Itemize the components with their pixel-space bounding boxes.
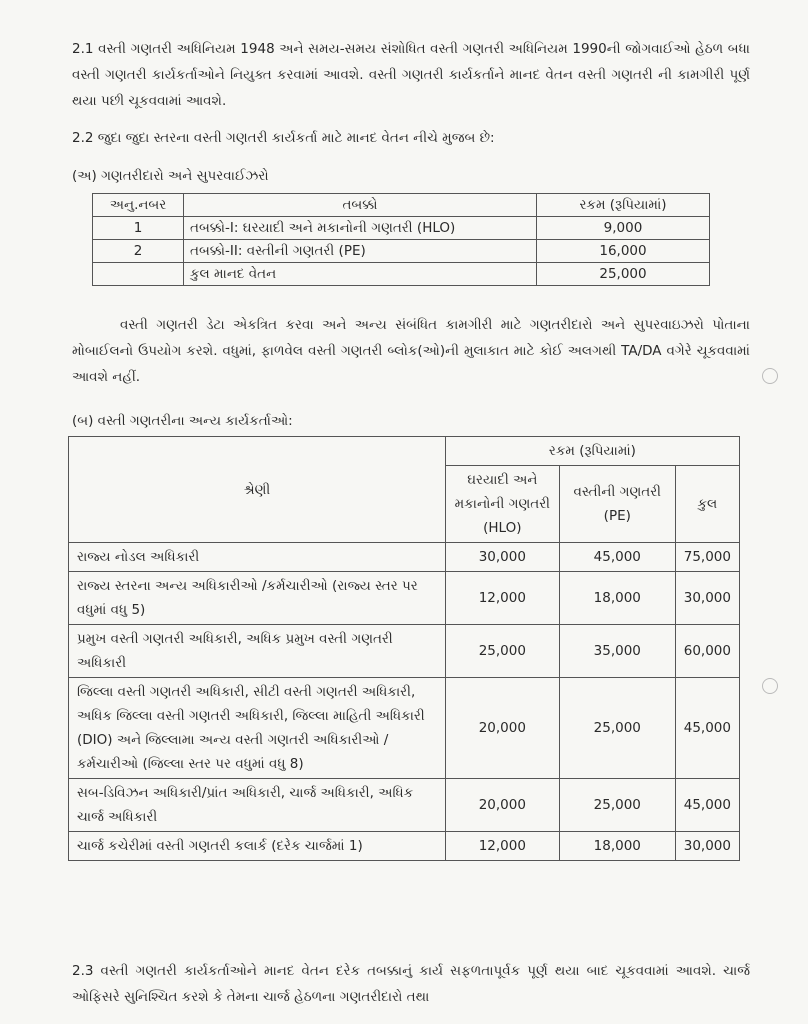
table-b-header-amount: રકમ (રૂપિયામાં) — [445, 437, 739, 466]
table-b-pe: 18,000 — [559, 572, 675, 625]
table-b-category: સબ-ડિવિઝન અધિકારી/પ્રાંત અધિકારી, ચાર્જ અધિકારી, અધિક ચાર્જ અધિકારી — [69, 779, 446, 832]
table-a-sn: 2 — [93, 240, 184, 263]
table-b-hlo: 25,000 — [445, 625, 559, 678]
table-row — [93, 240, 710, 263]
section-2-3: 2.3 વસ્તી ગણતરી કાર્યકર્તાઓને માનદ વેતન દરેક તબક્કાનું કાર્ય સફળતાપૂર્વક પૂર્ણ થયા બાદ ચૂકવવામાં આવશે. ચાર્જ ઓફિસરે સુનિશ્ચિત કરશે કે તેમના ચાર્જ હેઠળના ગણતરીદારો તથા — [72, 963, 750, 1005]
table-b-total: 60,000 — [675, 625, 739, 678]
table-b-category: પ્રમુખ વસ્તી ગણતરી અધિકારી, અધિક પ્રમુખ વસ્તી ગણતરી અધિકારી — [69, 625, 446, 678]
table-b-category: રાજ્ય નોડલ અધિકારી — [69, 543, 446, 572]
table-a-amount: 16,000 — [537, 240, 710, 263]
table-b-category: રાજ્ય સ્તરના અન્ય અધિકારીઓ /કર્મચારીઓ (રાજ્ય સ્તર પર વધુમાં વધુ 5) — [69, 572, 446, 625]
table-b-header-category: શ્રેણી — [69, 437, 446, 543]
table-b-category: ચાર્જ કચેરીમાં વસ્તી ગણતરી કલાર્ક (દરેક ચાર્જમાં 1) — [69, 832, 446, 861]
table-a-phase: કુલ માનદ વેતન — [184, 263, 537, 286]
section-2-2: 2.2 જુદા જુદા સ્તરના વસ્તી ગણતરી કાર્યકર્તા માટે માનદ વેતન નીચે મુજબ છે: — [72, 130, 495, 146]
sub-b-title: (બ) વસ્તી ગણતરીના અન્ય કાર્યકર્તાઓ: — [72, 413, 293, 429]
table-b-total: 30,000 — [675, 832, 739, 861]
table-row — [93, 217, 710, 240]
table-b-header-hlo: ઘરયાદી અને મકાનોની ગણતરી (HLO) — [445, 466, 559, 543]
table-a-sn: 1 — [93, 217, 184, 240]
table-a-header — [93, 194, 710, 217]
table-row-total — [93, 263, 710, 286]
table-b — [68, 436, 740, 861]
table-a-header-phase: તબક્કો — [184, 194, 537, 217]
table-a-phase: તબક્કો-I: ઘરયાદી અને મકાનોની ગણતરી (HLO) — [184, 217, 537, 240]
table-row — [69, 543, 740, 572]
table-b-pe: 25,000 — [559, 779, 675, 832]
table-b-total: 45,000 — [675, 678, 739, 779]
table-a-phase: તબક્કો-II: વસ્તીની ગણતરી (PE) — [184, 240, 537, 263]
table-b-hlo: 12,000 — [445, 832, 559, 861]
table-a-amount: 25,000 — [537, 263, 710, 286]
table-b-pe: 18,000 — [559, 832, 675, 861]
table-b-pe: 45,000 — [559, 543, 675, 572]
table-b-hlo: 20,000 — [445, 779, 559, 832]
table-row — [69, 779, 740, 832]
table-b-header-pe: વસ્તીની ગણતરી (PE) — [559, 466, 675, 543]
table-row — [69, 832, 740, 861]
paragraph-a: વસ્તી ગણતરી ડેટા એકત્રિત કરવા અને અન્ય સંબંધિત કામગીરી માટે ગણતરીદારો અને સુપરવાઇઝરો પોતાના મોબાઈલનો ઉપયોગ કરશે. વધુમાં, ફાળવેલ વસ્તી ગણતરી બ્લોક(ઓ)ની મુલાકાત માટે કોઈ અલગથી TA/DA વગેરે ચૂકવવામાં આવશે નહીં. — [72, 317, 750, 385]
table-a-header-amount: રકમ (રૂપિયામાં) — [537, 194, 710, 217]
table-row — [69, 625, 740, 678]
table-a — [92, 193, 710, 286]
table-b-header-total: કુલ — [675, 466, 739, 543]
table-b-hlo: 20,000 — [445, 678, 559, 779]
table-b-pe: 35,000 — [559, 625, 675, 678]
table-b-total: 30,000 — [675, 572, 739, 625]
punch-hole-mark — [762, 678, 778, 694]
table-b-hlo: 30,000 — [445, 543, 559, 572]
table-a-amount: 9,000 — [537, 217, 710, 240]
table-b-total: 75,000 — [675, 543, 739, 572]
punch-hole-mark — [762, 368, 778, 384]
table-row — [69, 678, 740, 779]
table-b-hlo: 12,000 — [445, 572, 559, 625]
table-b-pe: 25,000 — [559, 678, 675, 779]
table-b-header-row-1 — [69, 437, 740, 466]
table-b-total: 45,000 — [675, 779, 739, 832]
section-2-1: 2.1 વસ્તી ગણતરી અધિનિયમ 1948 અને સમય-સમય સંશોધિત વસ્તી ગણતરી અધિનિયમ 1990ની જોગવાઈઓ હેઠળ બધા વસ્તી ગણતરી કાર્યકર્તાઓને નિયુક્ત કરવામાં આવશે. વસ્તી ગણતરી કાર્યકર્તાને માનદ વેતન વસ્તી ગણતરી ની કામગીરી પૂર્ણ થયા પછી ચૂકવવામાં આવશે. — [72, 41, 750, 109]
table-a-sn — [93, 263, 184, 286]
sub-a-title: (અ) ગણતરીદારો અને સુપરવાઈઝરો — [72, 168, 269, 184]
table-a-header-sn: અનુ.નબર — [93, 194, 184, 217]
table-b-category: જિલ્લા વસ્તી ગણતરી અધિકારી, સીટી વસ્તી ગણતરી અધિકારી, અધિક જિલ્લા વસ્તી ગણતરી અધિકારી, જિલ્લા માહિતી અધિકારી (DIO) અને જિલ્લામા અન્ય વસ્તી ગણતરી અધિકારીઓ /કર્મચારીઓ (જિલ્લા સ્તર પર વધુમાં વધુ 8) — [69, 678, 446, 779]
table-row — [69, 572, 740, 625]
